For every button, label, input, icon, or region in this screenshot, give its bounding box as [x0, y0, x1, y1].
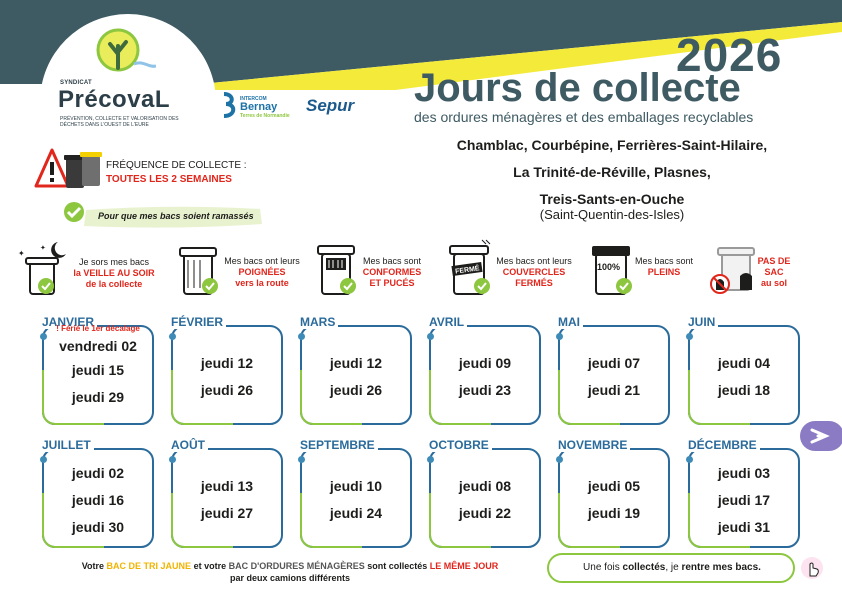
card-dot — [427, 333, 434, 340]
page-title: Jours de collecte — [414, 66, 741, 110]
month-label: SEPTEMBRE — [297, 438, 378, 452]
rule-text-6: PAS DE SAC au sol — [757, 256, 791, 288]
month-label: MARS — [297, 315, 338, 329]
collection-date: jeudi 21 — [587, 382, 641, 398]
collection-date: jeudi 15 — [71, 361, 125, 378]
arrow-right-icon — [800, 421, 842, 451]
collection-date: jeudi 07 — [587, 355, 641, 371]
commune-line-2: La Trinité-de-Réville, Plasnes, — [513, 164, 711, 180]
rule-text-5: Mes bacs sont PLEINS — [634, 256, 694, 277]
month-label: FÉVRIER — [168, 315, 226, 329]
month-dates — [300, 473, 412, 527]
card-dot — [298, 333, 305, 340]
collection-date: jeudi 13 — [200, 478, 254, 494]
logo-tagline: PRÉVENTION, COLLECTE ET VALORISATION DES DÉCHETS DANS L'OUEST DE L'EURE — [60, 116, 179, 128]
commune-line-3: Treis-Sants-en-Ouche — [539, 191, 685, 207]
collection-date: jeudi 18 — [717, 382, 771, 398]
month-label: DÉCEMBRE — [685, 438, 760, 452]
card-dot — [427, 456, 434, 463]
frequency-value: TOUTES LES 2 SEMAINES — [106, 174, 232, 185]
collection-date: jeudi 04 — [717, 355, 771, 371]
collection-date: jeudi 12 — [200, 355, 254, 371]
month-dates — [429, 473, 541, 527]
card-dot — [686, 333, 693, 340]
svg-text:100%: 100% — [597, 262, 621, 272]
collection-date: jeudi 31 — [717, 518, 771, 535]
rules-title: Pour que mes bacs soient ramassés — [98, 211, 254, 221]
month-label: JUILLET — [39, 438, 94, 452]
tree-logo-icon — [96, 28, 156, 78]
month-label: JANVIER — [39, 315, 97, 329]
collection-date: jeudi 29 — [71, 388, 125, 405]
collection-date: jeudi 30 — [71, 518, 125, 535]
month-dates — [558, 350, 670, 404]
hand-click-icon — [800, 556, 824, 580]
next-arrow-button[interactable] — [800, 421, 842, 451]
collection-date: jeudi 02 — [71, 464, 125, 481]
holiday-note: ! Férié le 1er décalage — [56, 323, 140, 333]
month-label: AOÛT — [168, 438, 208, 452]
logo-name: PrécovaL — [58, 86, 171, 113]
intercom-logo-text: INTERCOM Bernay Terres de Normandie — [240, 96, 290, 119]
commune-note: (Saint-Quentin-des-Isles) — [539, 207, 685, 222]
month-dates — [171, 350, 283, 404]
collection-date: jeudi 09 — [458, 355, 512, 371]
collection-date: jeudi 24 — [329, 505, 383, 521]
footer-note: Votre BAC DE TRI JAUNE et votre BAC D'ORDURES MÉNAGÈRES sont collectés LE MÊME JOUR par deux camions différents — [81, 561, 499, 583]
month-label: OCTOBRE — [426, 438, 492, 452]
collection-date: jeudi 05 — [587, 478, 641, 494]
collection-date: jeudi 19 — [587, 505, 641, 521]
card-dot — [556, 333, 563, 340]
logo-syndicat: SYNDICAT — [60, 80, 92, 86]
rule-text-3: Mes bacs sont CONFORMES ET PUCÉS — [362, 256, 422, 288]
collection-date: vendredi 02 — [59, 337, 137, 354]
month-dates — [42, 323, 154, 411]
collection-date: jeudi 27 — [200, 505, 254, 521]
month-dates — [688, 350, 800, 404]
intercom-logo-icon — [220, 92, 238, 118]
card-dot — [169, 333, 176, 340]
rule-text-2: Mes bacs ont leurs POIGNÉES vers la route — [224, 256, 300, 288]
collection-date: jeudi 23 — [458, 382, 512, 398]
svg-text:✦: ✦ — [40, 245, 46, 252]
collection-date: jeudi 17 — [717, 491, 771, 508]
frequency-label: FRÉQUENCE DE COLLECTE : — [106, 160, 247, 171]
warning-bins-icon — [34, 146, 104, 192]
sepur-logo: Sepur — [306, 96, 355, 115]
card-dot — [556, 456, 563, 463]
card-dot — [298, 456, 305, 463]
collection-date: jeudi 26 — [329, 382, 383, 398]
commune-line-1: Chamblac, Courbépine, Ferrières-Saint-Hilaire, — [456, 137, 768, 153]
month-dates — [300, 350, 412, 404]
reminder-text: Une fois collectés, je rentre mes bacs. — [583, 562, 761, 573]
collection-date: jeudi 22 — [458, 505, 512, 521]
card-dot — [169, 456, 176, 463]
month-dates — [42, 460, 154, 541]
month-dates — [688, 460, 800, 541]
collection-date: jeudi 16 — [71, 491, 125, 508]
page-subtitle: des ordures ménagères et des emballages recyclables — [414, 109, 754, 125]
svg-text:FERMÉ: FERMÉ — [454, 265, 481, 276]
month-dates — [171, 473, 283, 527]
month-dates — [429, 350, 541, 404]
rule-text-4: Mes bacs ont leurs COUVERCLES FERMÉS — [496, 256, 572, 288]
month-dates — [558, 473, 670, 527]
year: 2026 — [676, 29, 783, 81]
rule-text-1: Je sors mes bacs la VEILLE AU SOIR de la collecte — [73, 257, 155, 289]
collection-date: jeudi 10 — [329, 478, 383, 494]
collection-date: jeudi 08 — [458, 478, 512, 494]
month-label: MAI — [555, 315, 583, 329]
month-label: NOVEMBRE — [555, 438, 630, 452]
collection-date: jeudi 12 — [329, 355, 383, 371]
collection-date: jeudi 26 — [200, 382, 254, 398]
collection-date: jeudi 03 — [717, 464, 771, 481]
month-label: JUIN — [685, 315, 718, 329]
month-label: AVRIL — [426, 315, 467, 329]
svg-text:✦: ✦ — [18, 249, 25, 258]
